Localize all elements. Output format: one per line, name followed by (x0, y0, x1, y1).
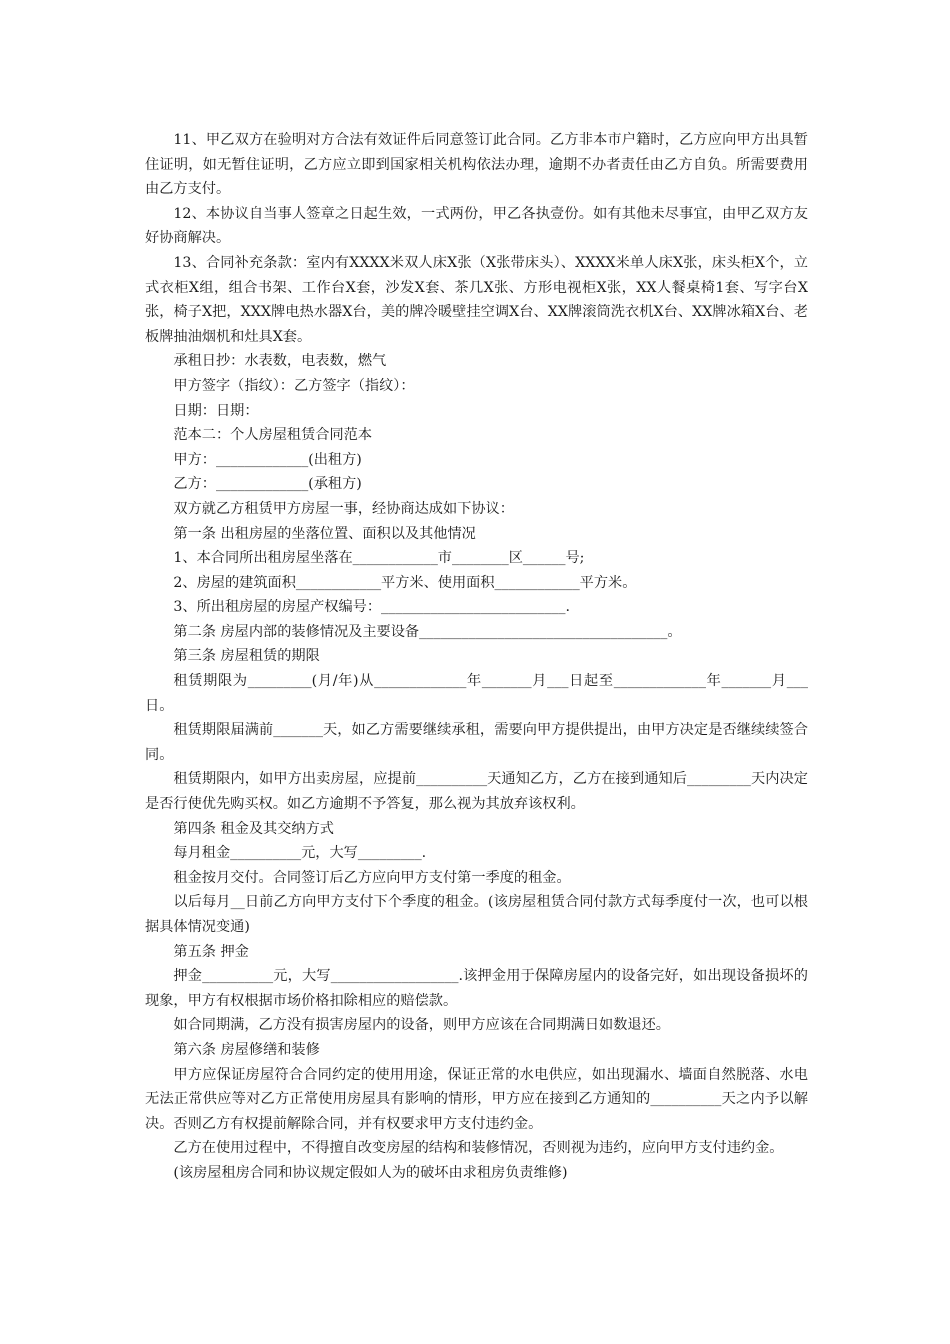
meter-reading-line: 承租日抄：水表数，电表数，燃气 (173, 353, 387, 370)
rent-payment-line: 租金按月交付。合同签订后乙方应向甲方支付第一季度的租金。 (173, 869, 571, 886)
document-page (145, 128, 808, 1186)
article-1-item-1: 1、本合同所出租房屋坐落在____________市________区______号; (173, 550, 585, 567)
template-two-heading: 范本二：个人房屋租赁合同范本 (173, 427, 373, 444)
clause-13-paragraph: 13、合同补充条款：室内有XXXX米双人床X张（X张带床头）、XXXX米单人床X张，床头柜X个，立式衣柜X组，组合书架、工作台X套，沙发X套、茶几X张、方形电视柜X张，XX人餐桌椅1套、写字台X张，椅子X把，XXX牌电热水器X台，美的牌冷暖壁挂空调X台、XX牌滚筒洗衣机X台、XX牌冰箱X台、老板牌抽油烟机和灶具X套。 (145, 254, 808, 345)
deposit-paragraph: 押金__________元，大写__________________.该押金用于保障房屋内的设备完好，如出现设备损坏的现象，甲方有权根据市场价格扣除相应的赔偿款。 (145, 968, 808, 1009)
quarterly-payment-paragraph: 以后每月__日前乙方向甲方支付下个季度的租金。(该房屋租赁合同付款方式每季度付一次，也可以根据具体情况变通) (145, 894, 808, 935)
article-2-heading: 第二条 房屋内部的装修情况及主要设备___________________________________。 (173, 623, 682, 640)
monthly-rent-line: 每月租金__________元，大写_________. (173, 845, 427, 862)
article-3-heading: 第三条 房屋租赁的期限 (173, 648, 320, 665)
lease-term-paragraph: 租赁期限为_________(月/年)从_____________年_______月___日起至_____________年_______月___日。 (145, 673, 808, 714)
article-5-heading: 第五条 押金 (173, 943, 249, 960)
party-b-line: 乙方：_____________(承租方) (173, 476, 362, 493)
article-4-heading: 第四条 租金及其交纳方式 (173, 820, 334, 837)
deposit-refund-line: 如合同期满，乙方没有损害房屋内的设备，则甲方应该在合同期满日如数退还。 (173, 1017, 670, 1034)
renewal-paragraph: 租赁期限届满前_______天，如乙方需要继续承租，需要向甲方提供提出，由甲方决定是否继续续签合同。 (145, 722, 808, 763)
clause-11-paragraph: 11、甲乙双方在验明对方合法有效证件后同意签订此合同。乙方非本市户籍时，乙方应向甲方出具暂住证明，如无暂住证明，乙方应立即到国家相关机构依法办理，逾期不办者责任由乙方自负。所需要费用由乙方支付。 (145, 132, 808, 198)
agreement-intro: 双方就乙方租赁甲方房屋一事，经协商达成如下协议： (173, 500, 514, 517)
signature-line: 甲方签字（指纹）：乙方签字（指纹）： (173, 377, 415, 394)
article-1-item-2: 2、房屋的建筑面积____________平方米、使用面积____________平方米。 (173, 574, 637, 591)
repair-obligation-paragraph: 甲方应保证房屋符合合同约定的使用用途，保证正常的水电供应，如出现漏水、墙面自然脱落、水电无法正常供应等对乙方正常使用房屋具有影响的情形，甲方应在接到乙方通知的__________天之内予以解决。否则乙方有权提前解除合同，并有权要求甲方支付违约金。 (145, 1066, 808, 1132)
tenant-alteration-paragraph: 乙方在使用过程中，不得擅自改变房屋的结构和装修情况，否则视为违约，应向甲方支付违约金。 (173, 1140, 784, 1157)
article-1-item-3: 3、所出租房屋的房屋产权编号：__________________________. (173, 599, 570, 616)
clause-12-paragraph: 12、本协议自当事人签章之日起生效，一式两份，甲乙各执壹份。如有其他未尽事宜，由甲乙双方友好协商解决。 (145, 205, 808, 247)
sale-notice-paragraph: 租赁期限内，如甲方出卖房屋，应提前__________天通知乙方，乙方在接到通知后_________天内决定是否行使优先购买权。如乙方逾期不予答复，那么视为其放弃该权利。 (145, 771, 808, 813)
damage-note-line: (该房屋租房合同和协议规定假如人为的破坏由求租房负责维修) (173, 1164, 568, 1181)
date-line: 日期：日期： (173, 402, 259, 419)
article-1-heading: 第一条 出租房屋的坐落位置、面积以及其他情况 (173, 525, 476, 542)
party-a-line: 甲方：_____________(出租方) (173, 451, 362, 468)
article-6-heading: 第六条 房屋修缮和装修 (173, 1041, 320, 1058)
